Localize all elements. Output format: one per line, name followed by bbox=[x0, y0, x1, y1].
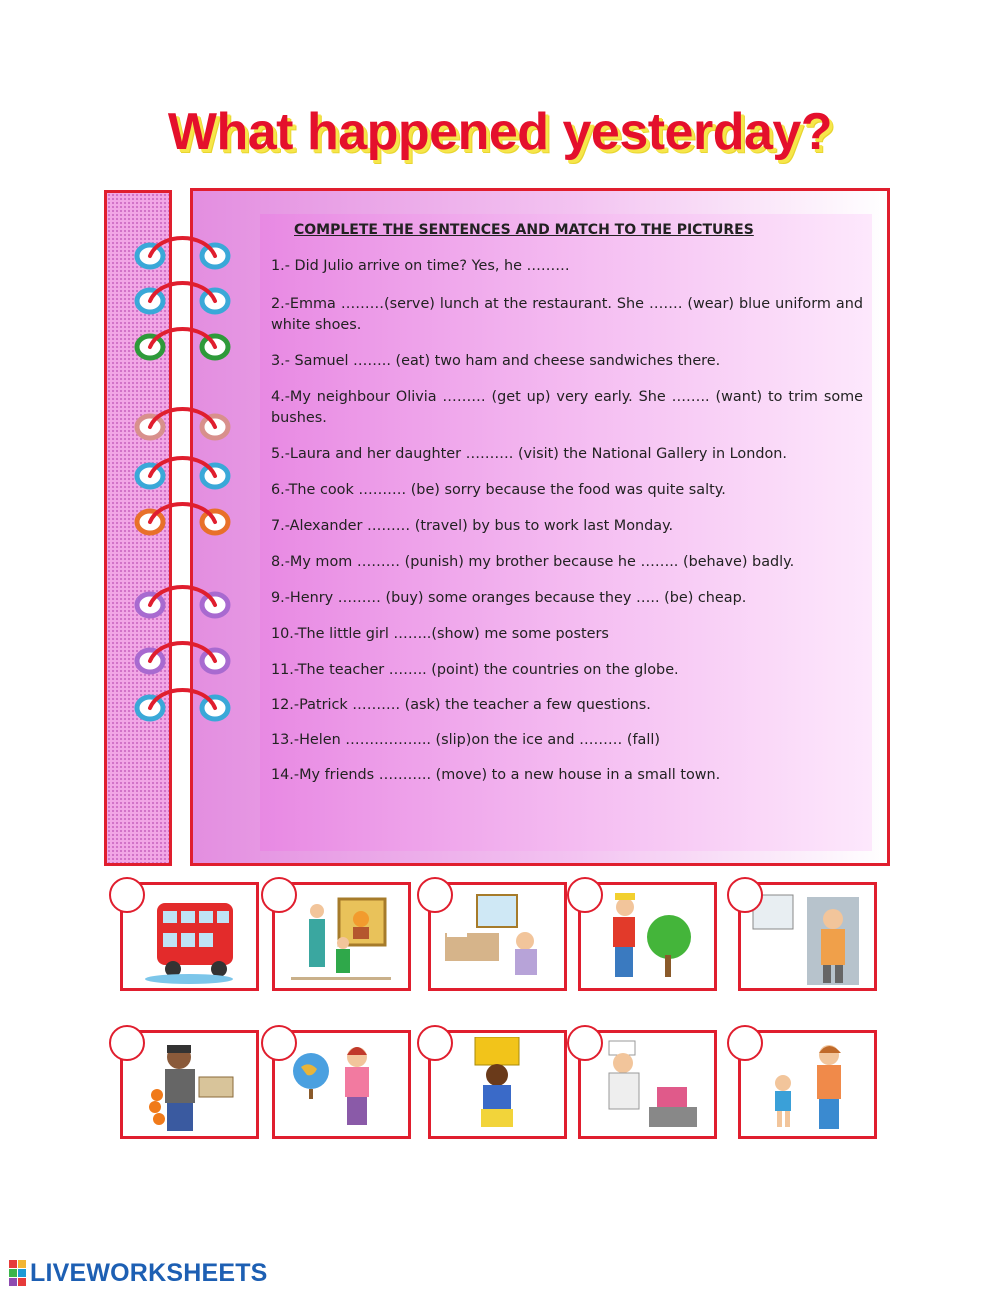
picture-card bbox=[120, 882, 259, 991]
picture-card bbox=[428, 882, 567, 991]
answer-circle[interactable] bbox=[261, 877, 297, 913]
answer-circle[interactable] bbox=[727, 877, 763, 913]
picture-card bbox=[428, 1030, 567, 1139]
answer-circle[interactable] bbox=[261, 1025, 297, 1061]
picture-cards bbox=[100, 878, 890, 1178]
footer-brand bbox=[9, 1259, 268, 1287]
answer-circle[interactable] bbox=[109, 1025, 145, 1061]
sentence-item: 6.-The cook ………. (be) sorry because the food was quite salty. bbox=[271, 482, 726, 498]
sentence-item: 8.-My mom ……… (punish) my brother because he …….. (behave) badly. bbox=[271, 554, 795, 570]
sentence-item: 4.-My neighbour Olivia ……… (get up) very early. She …….. (want) to trim some bushes. bbox=[271, 389, 863, 426]
picture-card bbox=[578, 1030, 717, 1139]
man-selling-oranges-icon bbox=[129, 1037, 250, 1133]
picture-card bbox=[578, 882, 717, 991]
man-at-door-scene-icon bbox=[747, 889, 868, 985]
teacher-with-globe-icon bbox=[281, 1037, 402, 1133]
sentence-item: 12.-Patrick ………. (ask) the teacher a few questions. bbox=[271, 697, 651, 713]
liveworksheets-logo-icon bbox=[9, 1260, 26, 1286]
chef-salting-food-icon bbox=[587, 1037, 708, 1133]
answer-circle[interactable] bbox=[727, 1025, 763, 1061]
picture-card bbox=[738, 1030, 877, 1139]
red-double-decker-bus-icon bbox=[129, 889, 250, 985]
picture-card bbox=[738, 882, 877, 991]
sentence-item: 3.- Samuel …….. (eat) two ham and cheese sandwiches there. bbox=[271, 353, 721, 369]
picture-card bbox=[120, 1030, 259, 1139]
picture-card bbox=[272, 882, 411, 991]
sentence-item: 11.-The teacher …….. (point) the countries on the globe. bbox=[271, 662, 679, 678]
sentence-item: 2.-Emma ………(serve) lunch at the restaurant. She ……. (wear) blue uniform and white shoes. bbox=[271, 296, 863, 333]
sentence-item: 10.-The little girl ……..(show) me some posters bbox=[271, 626, 609, 642]
answer-circle[interactable] bbox=[567, 877, 603, 913]
sentence-list bbox=[271, 256, 863, 786]
notebook-spine bbox=[104, 190, 172, 866]
boy-waking-up-from-bed-icon bbox=[437, 889, 558, 985]
sentence-item: 1.- Did Julio arrive on time? Yes, he ……… bbox=[271, 258, 570, 274]
answer-circle[interactable] bbox=[417, 877, 453, 913]
answer-circle[interactable] bbox=[109, 877, 145, 913]
mother-and-girl-at-gallery-icon bbox=[281, 889, 402, 985]
brand-name: LIVEWORKSHEETS bbox=[30, 1258, 268, 1287]
picture-card bbox=[272, 1030, 411, 1139]
answer-circle[interactable] bbox=[567, 1025, 603, 1061]
sentence-item: 9.-Henry ……… (buy) some oranges because they ….. (be) cheap. bbox=[271, 590, 747, 606]
girl-carrying-box-icon bbox=[437, 1037, 558, 1133]
worksheet-title: What happened yesterday? bbox=[167, 103, 833, 161]
mother-scolding-boy-icon bbox=[747, 1037, 868, 1133]
sentence-item: 5.-Laura and her daughter ………. (visit) the National Gallery in London. bbox=[271, 446, 787, 462]
answer-circle[interactable] bbox=[417, 1025, 453, 1061]
instructions-heading: COMPLETE THE SENTENCES AND MATCH TO THE PICTURES bbox=[294, 222, 754, 238]
sentence-item: 14.-My friends ……….. (move) to a new house in a small town. bbox=[271, 767, 721, 783]
sentence-item: 13.-Helen ……………... (slip)on the ice and ……… (fall) bbox=[271, 732, 660, 748]
man-trimming-bush-icon bbox=[587, 889, 708, 985]
sentence-item: 7.-Alexander ……… (travel) by bus to work last Monday. bbox=[271, 518, 674, 534]
